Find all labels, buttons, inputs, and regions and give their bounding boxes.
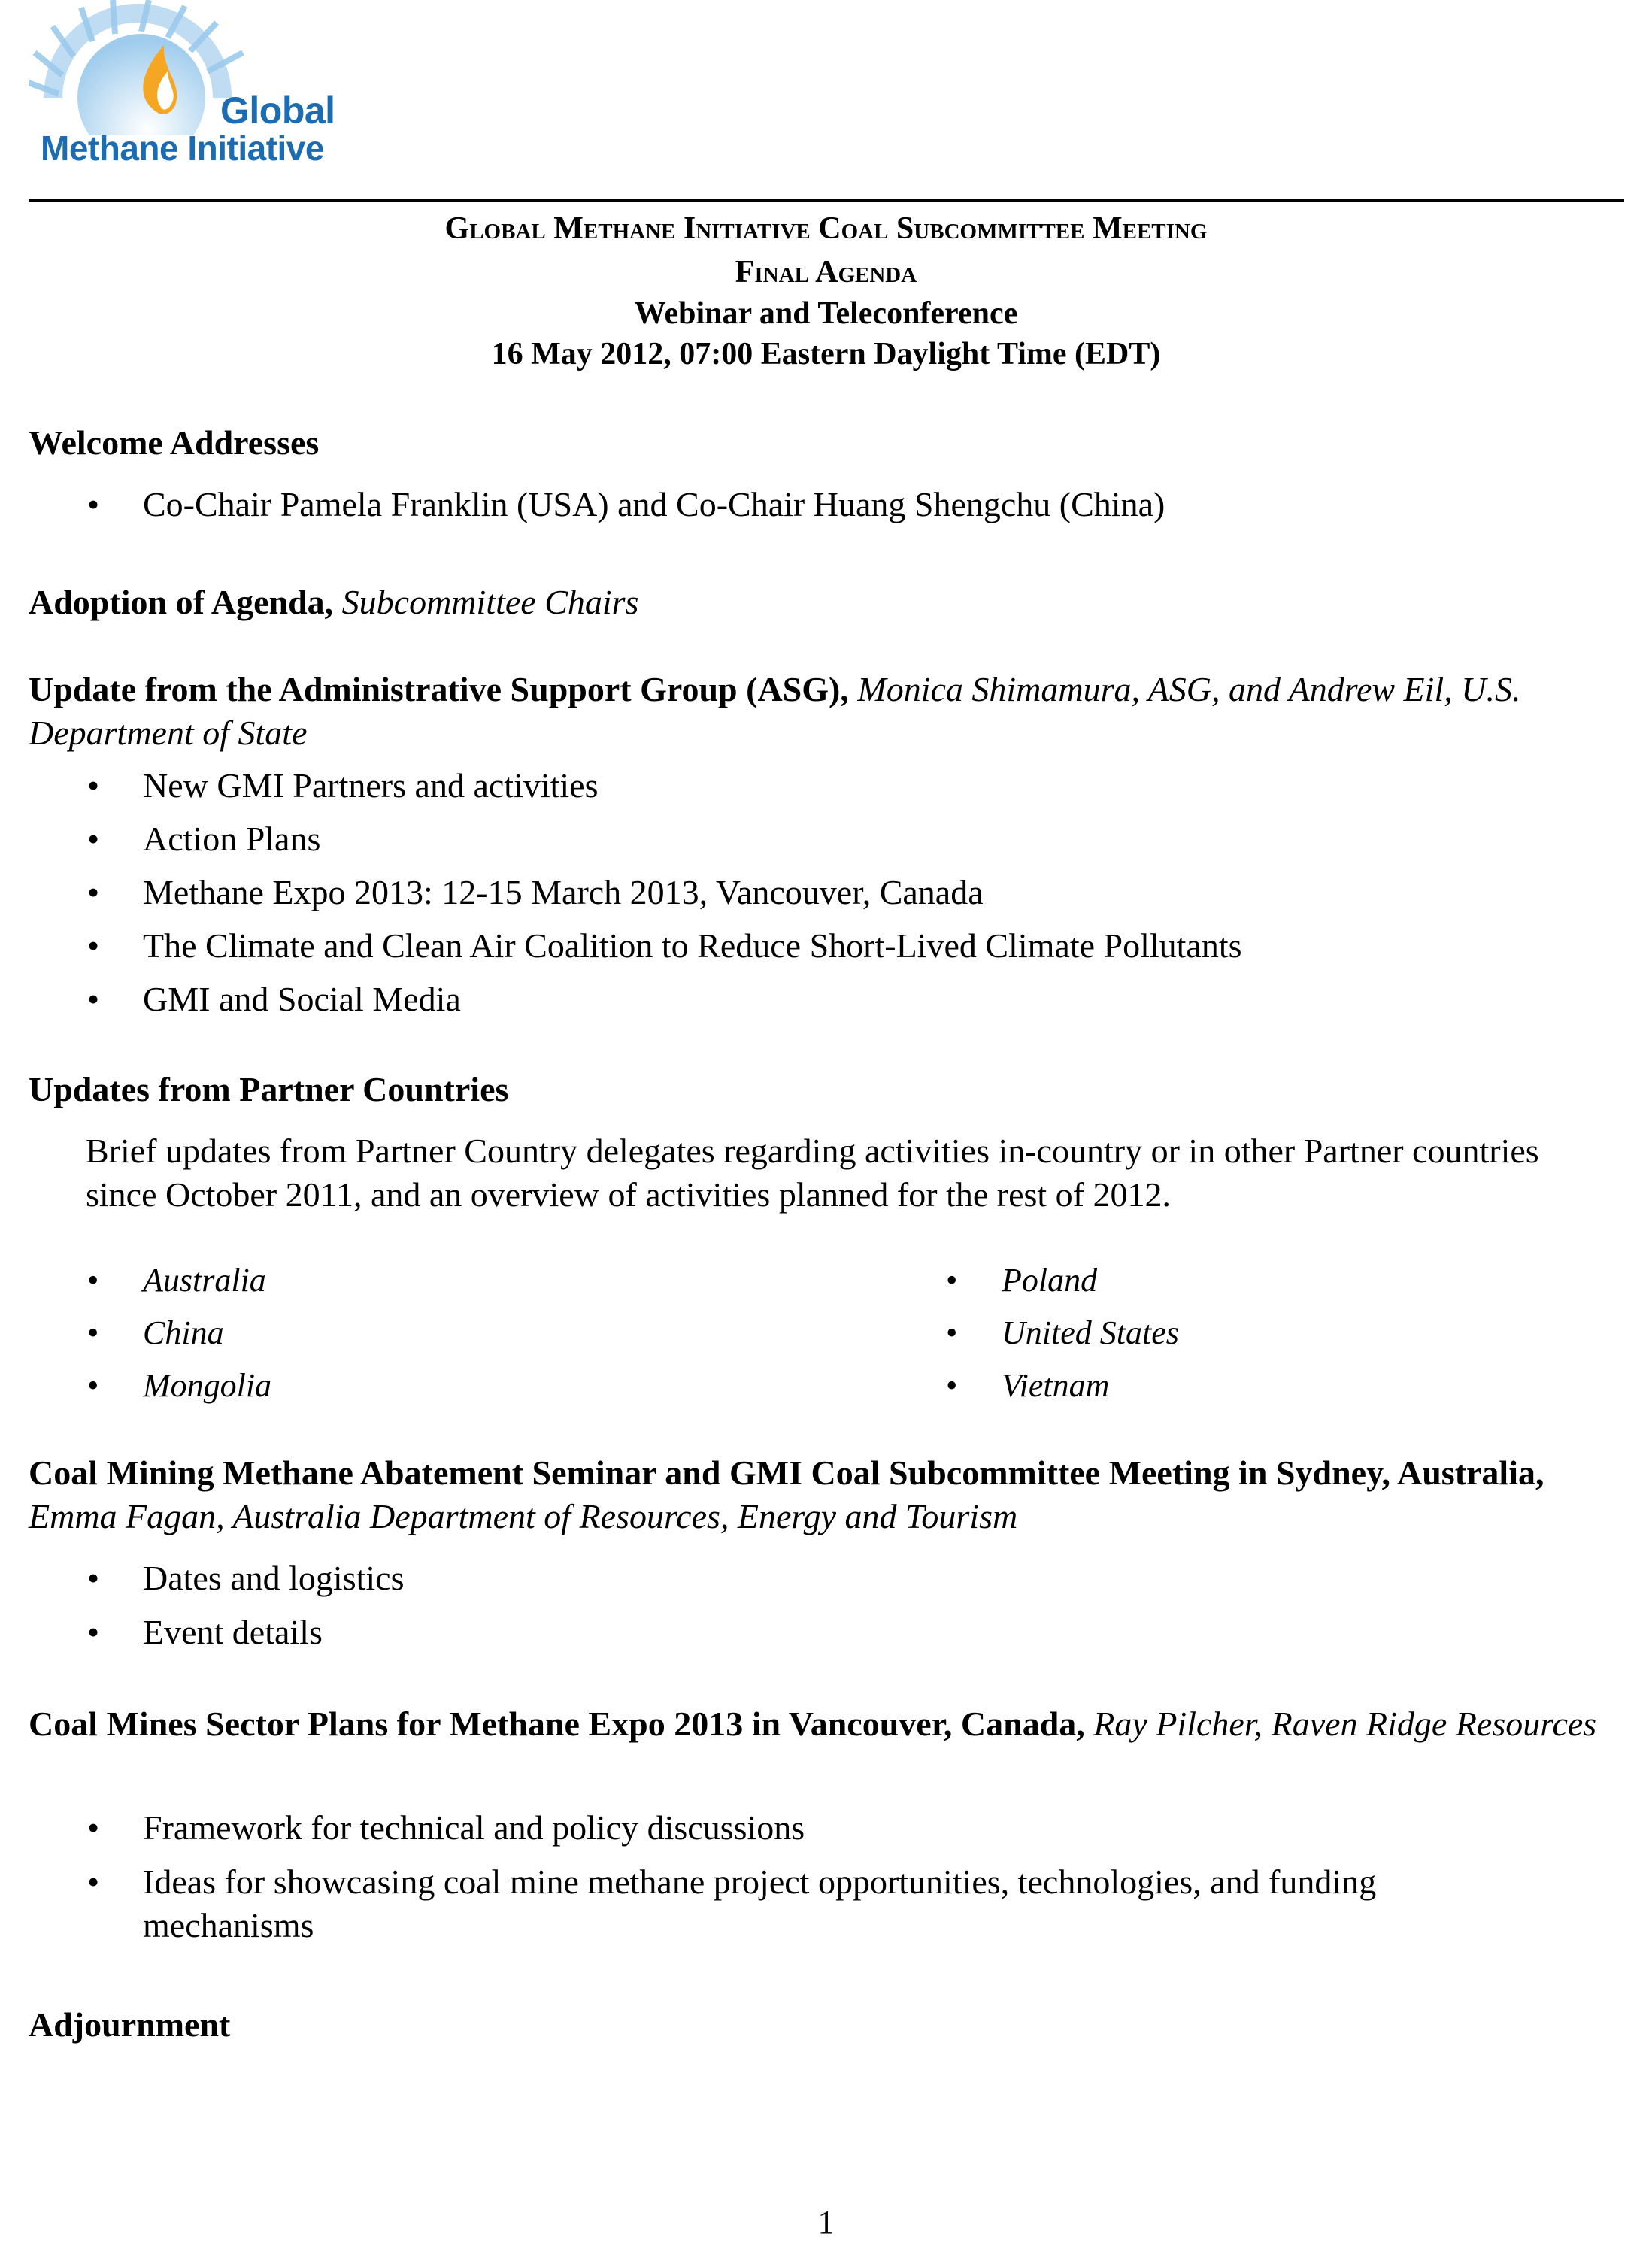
- meeting-format: Webinar and Teleconference: [634, 296, 1018, 331]
- section-adjournment-heading: Adjournment: [29, 2005, 231, 2044]
- header-rule: [29, 199, 1624, 202]
- bullet-icon: •: [87, 1808, 100, 1847]
- bullet-icon: •: [87, 1314, 99, 1351]
- bullet-icon: •: [946, 1262, 958, 1299]
- list-item: • Action Plans: [29, 817, 1242, 861]
- section-adoption-heading: Adoption of Agenda,: [29, 583, 334, 621]
- list-item: • The Climate and Clean Air Coalition to Reduce Short-Lived Climate Pollutants: [29, 924, 1242, 968]
- section-expo-speaker: Ray Pilcher, Raven Ridge Resources: [1093, 1705, 1597, 1743]
- list-item: • Framework for technical and policy discussions: [29, 1806, 1532, 1850]
- bullet-icon: •: [87, 1367, 99, 1404]
- section-sydney: [29, 1451, 1630, 1538]
- page-number: 1: [817, 2204, 835, 2241]
- asg-list: [29, 764, 1242, 1021]
- section-asg-speaker: Monica Shimamura, ASG, and Andrew Eil, U.S. Department of State: [29, 670, 1521, 752]
- bullet-icon: •: [87, 766, 100, 805]
- bullet-icon: •: [87, 926, 100, 965]
- section-asg: [29, 668, 1630, 755]
- meeting-date-time: 16 May 2012, 07:00 Eastern Daylight Time (EDT): [491, 337, 1161, 371]
- section-expo-heading: Coal Mines Sector Plans for Methane Expo 2013 in Vancouver, Canada,: [29, 1705, 1085, 1743]
- list-item: • GMI and Social Media: [29, 977, 1242, 1021]
- bullet-icon: •: [87, 873, 100, 911]
- list-item: • Dates and logistics: [29, 1556, 405, 1600]
- list-item: • Methane Expo 2013: 12-15 March 2013, Vancouver, Canada: [29, 871, 1242, 914]
- logo-text-methane-initiative: Methane Initiative: [41, 129, 324, 168]
- agenda-subtitle: Final Agenda: [735, 255, 917, 289]
- bullet-icon: •: [87, 1613, 100, 1651]
- list-item: • Ideas for showcasing coal mine methane project opportunities, technologies, and funding mechanisms: [29, 1860, 1532, 1947]
- bullet-icon: •: [946, 1367, 958, 1404]
- bullet-icon: •: [87, 1559, 100, 1597]
- section-expo: [29, 1702, 1630, 1746]
- expo-list: [29, 1806, 1532, 1947]
- list-item: • Event details: [29, 1611, 405, 1654]
- bullet-icon: •: [87, 1862, 100, 1901]
- bullet-icon: •: [87, 980, 100, 1018]
- welcome-list: [29, 483, 1165, 526]
- section-asg-heading: Update from the Administrative Support Group (ASG),: [29, 670, 849, 708]
- section-partners-heading: Updates from Partner Countries: [29, 1070, 509, 1108]
- list-item: • New GMI Partners and activities: [29, 764, 1242, 808]
- gmi-logo: [29, 0, 382, 169]
- section-partners-paragraph: Brief updates from Partner Country delegates regarding activities in-country or in other Partner countries since October 2011, and an overview of activities planned for the rest of 2012.: [86, 1132, 1539, 1214]
- section-sydney-heading: Coal Mining Methane Abatement Seminar and GMI Coal Subcommittee Meeting in Sydney, Australia,: [29, 1453, 1544, 1492]
- bullet-icon: •: [87, 1262, 99, 1299]
- section-adoption: [29, 580, 1630, 624]
- agenda-title: Global Methane Initiative Coal Subcommittee Meeting: [444, 211, 1208, 246]
- sydney-list: [29, 1556, 405, 1654]
- logo-text-global: Global: [220, 89, 335, 132]
- bullet-icon: •: [87, 485, 100, 523]
- bullet-icon: •: [87, 820, 100, 858]
- document-page: Global Methane Initiative Global Methane Initiative Coal Subcommittee Meeting Final Agenda Webinar and Teleconference 16 May 2012, 07:00 Eastern Daylight Time (EDT) Welcome Addresses • Co-Chair Pamela Franklin (USA) and Co-Chair Huang Shengchu (China) Adoption of Agenda, Subcommittee Chairs Update from the Administrative Support Group (ASG), Monica Shimamura, ASG, and Andrew Eil, U.S. Department of State • New GMI Partners and activities • Action Plans • Methane Expo 2013: 12-15 March 2013, Vancouver, Canada • The Climate and Clean Air Coalition to Reduce Short-Lived Climate Pollutants • GMI and Social Media Updates from Partner Countries Brief updates from Partner Country delegates regarding activities in-country or in other Partner countries since October 2011, and an overview of activities planned for the rest of 2012. • Australia • China • Mongolia • Poland • United States • Vietnam Coal Mining Methane Abatement Seminar and GMI Coal Subcommittee Meeting in Sydney, Australia, Emma Fagan, Australia Department of Resources, Energy and Tourism • Dates and logistics • Event details Coal Mines Sector Plans for Methane Expo 2013 in Vancouver, Canada, Ray Pilcher, Raven Ridge Resources • Framework for technical and policy discussions • Ideas for showcasing coal mine methane project opportunities, technologies, and funding mechanisms Adjournment 1: [0, 0, 1652, 2258]
- section-welcome-heading: Welcome Addresses: [29, 423, 320, 462]
- list-item: • Co-Chair Pamela Franklin (USA) and Co-Chair Huang Shengchu (China): [29, 483, 1165, 526]
- bullet-icon: •: [946, 1314, 958, 1351]
- section-sydney-speaker: Emma Fagan, Australia Department of Resources, Energy and Tourism: [29, 1497, 1018, 1535]
- section-adoption-speaker: Subcommittee Chairs: [341, 583, 639, 621]
